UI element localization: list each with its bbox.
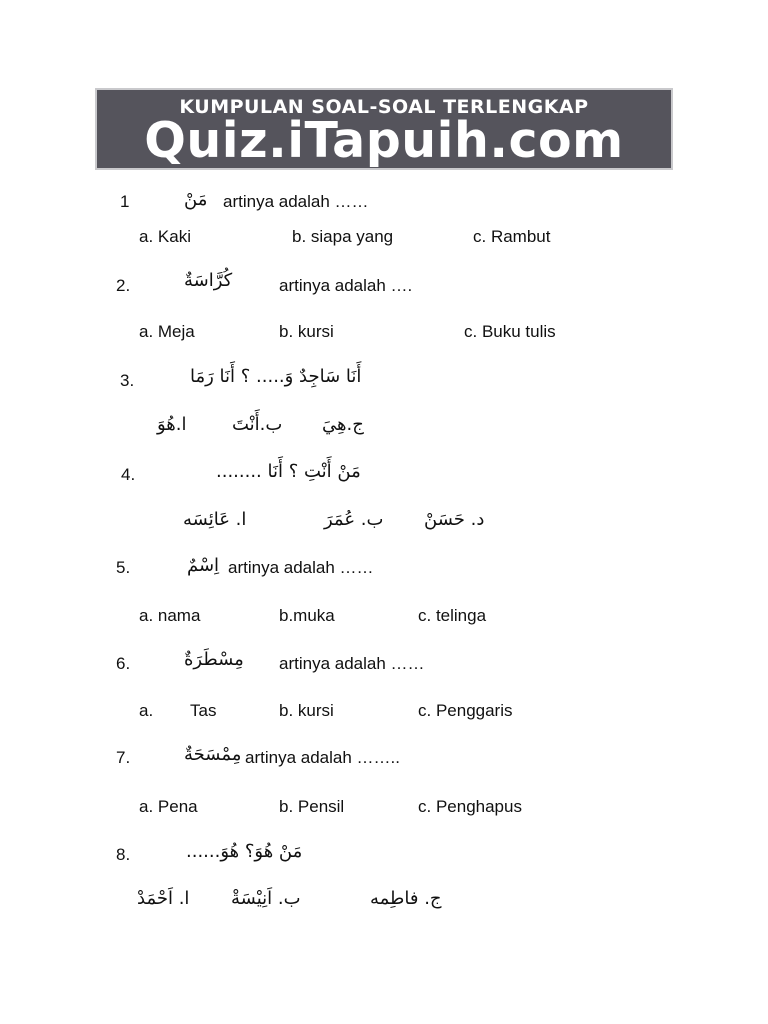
option-alif: ا.هُوَ (157, 414, 187, 435)
question-arabic: مَنْ (184, 189, 208, 210)
option-a: a. Kaki (139, 227, 191, 246)
question-arabic: مَنْ أَنْتِ ؟ أَنَا ........ (216, 461, 361, 482)
question-arabic: اِسْمٌ (187, 555, 220, 576)
option-alif: ا. اَحْمَدْ (137, 888, 190, 909)
option-alif: ا. عَائِسَه (183, 509, 247, 530)
question-text: artinya adalah …… (279, 654, 425, 673)
question-number: 1 (120, 192, 130, 211)
option-a: a. Meja (139, 322, 195, 341)
option-c: c. Penggaris (418, 701, 513, 720)
option-jim: ج. فاطِمه (370, 888, 442, 909)
question-number: 4. (121, 465, 136, 484)
question-number: 3. (120, 371, 135, 390)
question-text: artinya adalah …… (223, 192, 369, 211)
option-b: b. kursi (279, 322, 334, 341)
option-a-text: Tas (190, 701, 217, 720)
question-text: artinya adalah …. (279, 276, 413, 295)
question-arabic: كُرَّاسَةٌ (184, 270, 233, 291)
option-b: b. siapa yang (292, 227, 394, 246)
site-banner (95, 88, 673, 170)
option-a: a. nama (139, 606, 201, 625)
question-arabic: مِسْطَرَةٌ (184, 649, 244, 670)
option-c: c. telinga (418, 606, 487, 625)
question-text: artinya adalah …… (228, 558, 374, 577)
question-text: artinya adalah …….. (245, 748, 400, 767)
option-ba: ب. عُمَرَ (324, 509, 384, 530)
question-number: 7. (116, 748, 131, 767)
option-jim: ج.هِيَ (322, 414, 364, 435)
question-number: 8. (116, 845, 131, 864)
option-c: c. Rambut (473, 227, 551, 246)
question-arabic: مِمْسَحَةٌ (184, 744, 242, 765)
question-number: 5. (116, 558, 131, 577)
option-c: c. Penghapus (418, 797, 522, 816)
option-dal: د. حَسَنْ (424, 509, 485, 530)
question-arabic: مَنْ هُوَ؟ هُوَ...... (186, 841, 303, 862)
option-b: b.muka (279, 606, 335, 625)
option-c: c. Buku tulis (464, 322, 556, 341)
option-a: a. (139, 701, 154, 720)
question-arabic: أَنَا سَاجِدٌ وَ..... ؟ أَنَا رَمَا (190, 366, 362, 387)
question-number: 2. (116, 276, 131, 295)
question-number: 6. (116, 654, 131, 673)
banner-subtitle: KUMPULAN SOAL-SOAL TERLENGKAP (179, 96, 589, 118)
option-b: b. kursi (279, 701, 334, 720)
option-ba: ب.أَنْتَ (232, 414, 283, 435)
option-a: a. Pena (139, 797, 198, 816)
option-ba: ب. اَنِيْسَةْ (231, 888, 301, 909)
banner-site-name: Quiz.iTapuih.com (144, 112, 624, 169)
option-b: b. Pensil (279, 797, 345, 816)
